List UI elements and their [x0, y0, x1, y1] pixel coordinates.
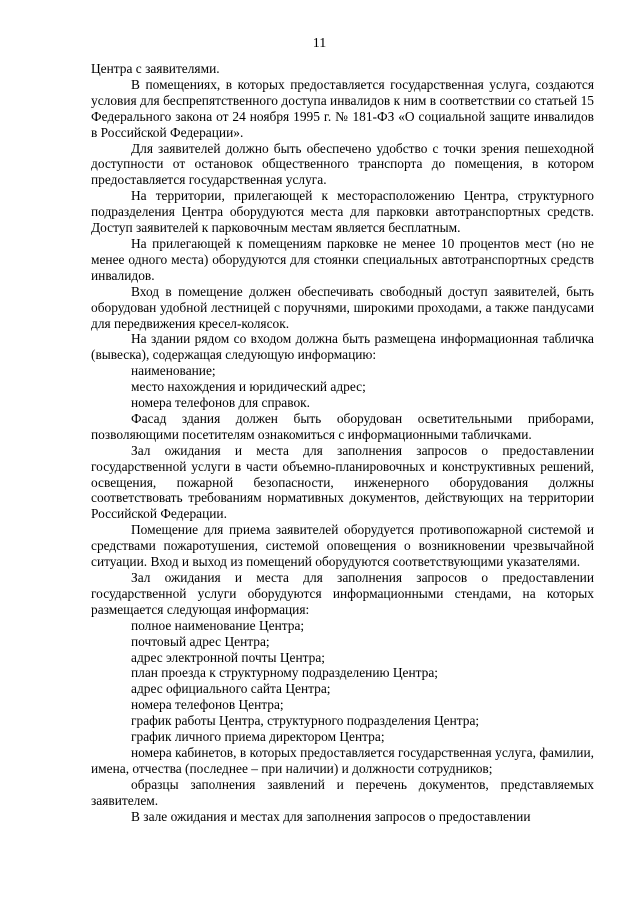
- paragraph: Зал ожидания и места для заполнения запросов о предоставлении государственной услуги оборудуются информационными стендами, на которых размещается следующая информация:: [91, 570, 594, 617]
- list-item: место нахождения и юридический адрес;: [131, 379, 366, 395]
- list-item: адрес электронной почты Центра;: [131, 649, 326, 665]
- paragraph: образцы заполнения заявлений и перечень документов, представляемых заявителем.: [91, 776, 594, 808]
- paragraph: Центра с заявителями.: [91, 61, 220, 76]
- paragraph: Фасад здания должен быть оборудован осветительными приборами, позволяющими посетителям ознакомиться с информационными табличками.: [91, 410, 594, 442]
- paragraph: Вход в помещение должен обеспечивать свободный доступ заявителей, быть оборудован удобной лестницей с поручнями, широкими проходами, а также пандусами для передвижения кресел-колясок.: [91, 283, 594, 331]
- paragraph: номера кабинетов, в которых предоставляется государственная услуга, фамилии, имена, отчества (последнее – при наличии) и должности сотрудников;: [91, 744, 594, 776]
- list-item: план проезда к структурному подразделению Центра;: [131, 665, 439, 681]
- list-item: полное наименование Центра;: [131, 617, 305, 633]
- paragraph: Для заявителей должно быть обеспечено удобство с точки зрения пешеходной доступности от остановок общественного транспорта до помещения, в котором предоставляется государственная услуга.: [91, 140, 594, 188]
- list-item: график работы Центра, структурного подразделения Центра;: [131, 713, 480, 729]
- list-item: график личного приема директором Центра;: [131, 729, 385, 745]
- list-item: почтовый адрес Центра;: [131, 633, 270, 649]
- list-item: номера телефонов для справок.: [131, 395, 311, 411]
- paragraph: На здании рядом со входом должна быть размещена информационная табличка (вывеска), содержащая следующую информацию:: [91, 331, 594, 363]
- document-body: [91, 61, 594, 825]
- paragraph: На территории, прилегающей к месторасположению Центра, структурного подразделения Центра оборудуются места для парковки автотранспортных средств. Доступ заявителей к парковочным местам является бесплатным.: [91, 188, 594, 236]
- list-item: номера телефонов Центра;: [131, 697, 284, 713]
- list-item: адрес официального сайта Центра;: [131, 681, 331, 697]
- paragraph: В зале ожидания и местах для заполнения запросов о предоставлении: [131, 808, 531, 824]
- page-number: 11: [312, 36, 327, 51]
- paragraph: В помещениях, в которых предоставляется государственная услуга, создаются условия для беспрепятственного доступа инвалидов к ним в соответствии со статьей 15 Федерального закона от 24 ноября 1995 г. № 181-ФЗ «О социальной защите инвалидов в Российской Федерации».: [91, 76, 594, 140]
- paragraph: На прилегающей к помещениям парковке не менее 10 процентов мест (но не менее одного места) оборудуются для стоянки специальных автотранспортных средств инвалидов.: [91, 235, 594, 283]
- paragraph: Зал ожидания и места для заполнения запросов о предоставлении государственной услуги в части объемно-планировочных и конструктивных решений, освещения, пожарной безопасности, инженерного оборудования должны соответствовать требованиям нормативных документов, действующих на территории Российской Федерации.: [91, 442, 594, 522]
- paragraph: Помещение для приема заявителей оборудуется противопожарной системой и средствами пожаротушения, системой оповещения о возникновении чрезвычайной ситуации. Вход и выход из помещений оборудуются соответствующими указателями.: [91, 522, 594, 570]
- list-item: наименование;: [131, 363, 216, 379]
